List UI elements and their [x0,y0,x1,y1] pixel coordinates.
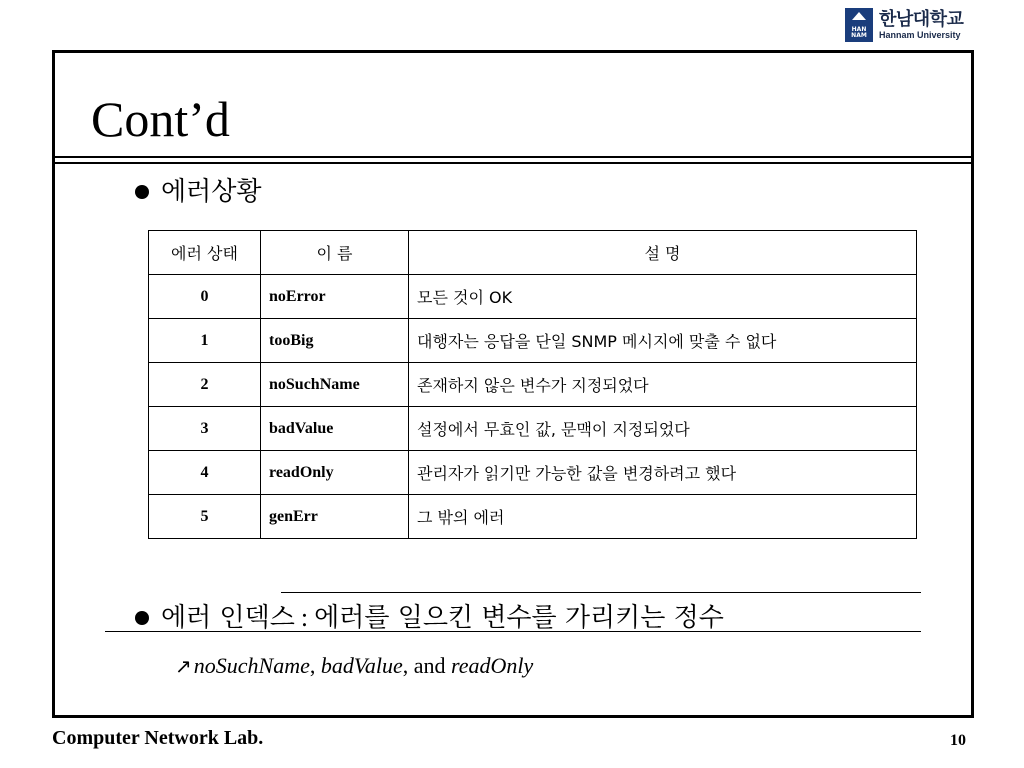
cell-description: 설정에서 무효인 값, 문맥이 지정되었다 [409,407,917,451]
divider-line-lower [105,631,921,632]
table-row [149,451,917,495]
bullet-error-index [135,603,724,633]
bullet-error-index-colon: : [300,603,309,632]
cell-description: 관리자가 읽기만 가능한 값을 변경하려고 했다 [409,451,917,495]
table-header-row [149,231,917,275]
example-badvalue: badValue [320,653,403,678]
bullet-error-status [135,177,261,207]
bullet-dot-icon [135,611,149,625]
table-row [149,319,917,363]
title-rule-bottom [55,162,971,164]
example-readonly: readOnly [451,653,534,678]
bullet-dot-icon [135,185,149,199]
slide-frame [52,50,974,718]
university-logo [845,8,963,42]
cell-status: 1 [149,319,261,363]
cell-status: 4 [149,451,261,495]
cell-status: 2 [149,363,261,407]
cell-status: 3 [149,407,261,451]
cell-name: badValue [261,407,409,451]
bullet-error-index-term: 에러 인덱스 [161,603,295,633]
cell-status: 0 [149,275,261,319]
example-separator-and: , and [402,653,452,678]
example-nosuchname: noSuchName [193,653,310,678]
table-row [149,275,917,319]
sub-bullet-examples [175,651,533,681]
cell-description: 그 밖의 에러 [409,495,917,539]
logo-english-name: Hannam University [879,29,961,40]
divider-line-upper [281,592,921,593]
table-row [149,495,917,539]
cell-name: genErr [261,495,409,539]
bullet-error-status-text: 에러상황 [161,177,262,207]
logo-text [879,10,963,41]
arrow-up-right-icon: ↗ [175,654,192,678]
table-row [149,363,917,407]
logo-korean-name: 한남대학교 [879,8,964,30]
header-name: 이 름 [261,231,409,275]
cell-description: 대행자는 응답을 단일 SNMP 메시지에 맞출 수 없다 [409,319,917,363]
footer-page-number: 10 [950,732,966,749]
cell-name: noSuchName [261,363,409,407]
cell-status: 5 [149,495,261,539]
cell-name: noError [261,275,409,319]
bullet-error-index-definition: 에러를 일으킨 변수를 가리키는 정수 [314,603,724,633]
cell-description: 모든 것이 OK [409,275,917,319]
cell-name: readOnly [261,451,409,495]
cell-description: 존재하지 않은 변수가 지정되었다 [409,363,917,407]
header-status: 에러 상태 [149,231,261,275]
cell-name: tooBig [261,319,409,363]
error-status-table [148,230,917,539]
university-emblem-icon [845,8,873,42]
emblem-text: HAN NAM [851,26,867,39]
table-row [149,407,917,451]
title-rule-top [55,156,971,158]
footer-lab-name: Computer Network Lab. [52,727,264,749]
header-description: 설 명 [409,231,917,275]
slide-title: Cont’d [91,91,230,147]
example-separator: , [309,653,321,678]
